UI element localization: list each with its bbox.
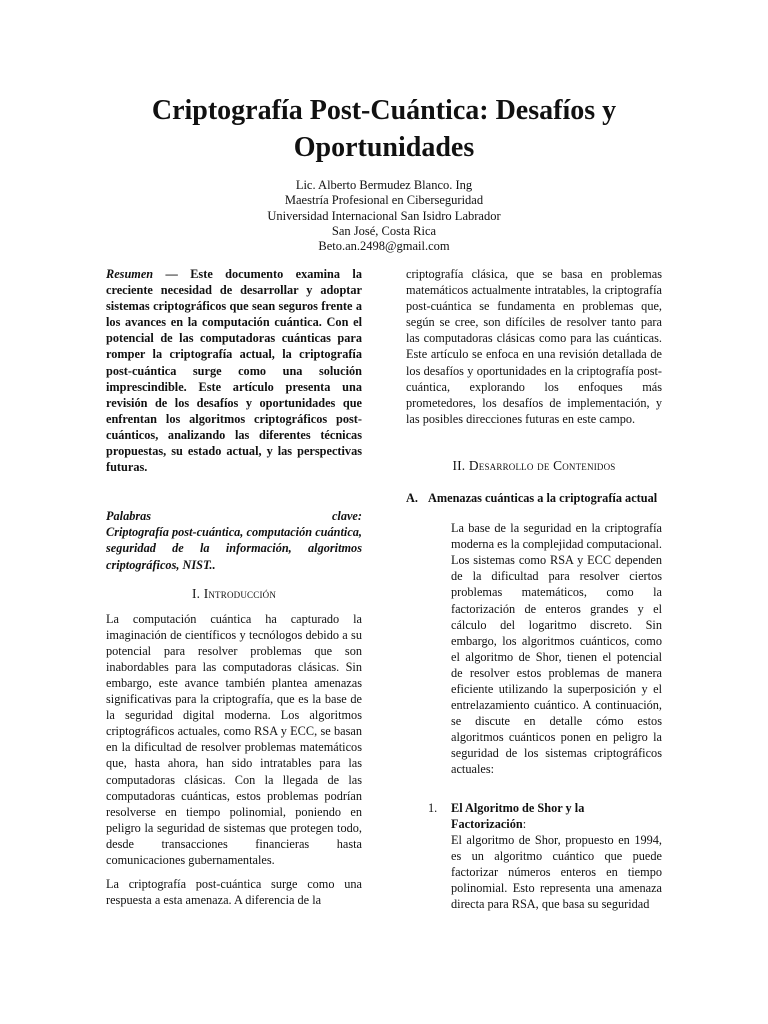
abstract-text: Este documento examina la creciente necesidad de desarrollar y adoptar sistemas criptográficos que sean seguros frente a los avances en la computación cuántica. Con el potencial de las computadoras cuánticas para romper la criptografía actual, la criptografía post-cuántica surge como una solución imprescindible. Este artículo presenta una revisión de los desafíos y oportunidades que enfrentan los algoritmos criptográficos post-cuánticos, analizando las diferentes técnicas propuestas, su estado actual, y las perspectivas futuras.	[106, 267, 362, 475]
keywords-label	[106, 508, 362, 524]
item-1-colon: :	[522, 816, 527, 831]
intro-paragraph-2: La criptografía post-cuántica surge como una respuesta a esta amenaza. A diferencia de la	[106, 877, 362, 908]
intro-heading: I. Introducción	[191, 585, 277, 601]
subsection-a-title: Amenazas cuánticas a la criptografía actual	[428, 490, 658, 505]
item-1-text: El algoritmo de Shor, propuesto en 1994, es un algoritmo cuántico que puede factorizar números enteros en tiempo polinomial. Esto representa una amenaza directa para RSA, que basa su seguridad	[451, 832, 662, 912]
subsection-a-heading	[406, 490, 662, 506]
paper-title	[60, 92, 708, 166]
author-name: Lic. Alberto Bermudez Blanco. Ing	[295, 178, 473, 192]
keywords-text: Criptografía post-cuántica, computación cuántica, seguridad de la información, algoritmos criptográficos, NIST..	[106, 525, 362, 572]
subsection-a-text: La base de la seguridad en la criptografía moderna es la complejidad computacional. Los sistemas como RSA y ECC dependen de la dificultad para resolver ciertos problemas matemáticos, como la factorización de enteros grandes y el cálculo del logaritmo discreto. Sin embargo, los algoritmos cuánticos, como el algoritmo de Shor, tienen el potencial de resolver estos problemas de manera eficiente utilizando la superposición y el entrelazamiento cuántico. A continuación, se discute en detalle cómo estos algoritmos cuánticos ponen en peligro la seguridad de los sistemas criptográficos actuales:	[451, 521, 662, 777]
abstract	[106, 266, 362, 475]
title-line-2: Oportunidades	[293, 132, 475, 163]
author-location: San José, Costa Rica	[331, 223, 437, 238]
intro-paragraph-2-continued: criptografía clásica, que se basa en problemas matemáticos actualmente intratables, la criptografía post-cuántica se fundamenta en problemas que, según se cree, son difíciles de resolver tanto para las computadoras clásicas como para las cuánticas. Este artículo se enfoca en una revisión detallada de los desafíos y oportunidades en la criptografía post-cuántica, explorando los enfoques más prometedores, los desafíos de implementación, y las posibles direcciones futuras en este campo.	[406, 267, 662, 426]
author-block	[130, 178, 638, 254]
item-1	[406, 800, 662, 913]
subsection-a-label: A.	[406, 490, 418, 505]
intro-paragraph-1: La computación cuántica ha capturado la imaginación de científicos y tecnólogos debido a su potencial para resolver problemas que son inabordables para las computadoras clásicas. Sin embargo, este avance también plantea amenazas significativas para la criptografía, que es la base de la seguridad digital moderna. Los algoritmos criptográficos actuales, como RSA y ECC, se basan en la dificultad de resolver problemas matemáticos que, hasta ahora, han sido intratables para las computadoras clásicas. Con la llegada de las computadoras cuánticas, estos problemas podrían resolverse en tiempo polinomial, poniendo en peligro la seguridad de sistemas que protegen todo, desde transacciones financieras hasta comunicaciones gubernamentales.	[106, 611, 362, 867]
item-1-title: El Algoritmo de Shor y la Factorización	[451, 800, 585, 831]
section-2-heading: II. Desarrollo de Contenidos	[452, 457, 616, 473]
abstract-label: Resumen	[106, 267, 154, 281]
author-university: Universidad Internacional San Isidro Labrador	[267, 208, 501, 223]
abstract-dash: —	[153, 267, 191, 281]
author-program: Maestría Profesional en Ciberseguridad	[284, 193, 484, 208]
author-email: Beto.an.2498@gmail.com	[318, 239, 450, 254]
keywords-label-part1: Palabras	[106, 509, 152, 524]
left-column	[106, 266, 362, 908]
title-line-1: Criptografía Post-Cuántica: Desafíos y	[151, 95, 617, 126]
right-column	[406, 266, 662, 912]
item-1-label: 1.	[428, 800, 438, 815]
keywords-label-part2: clave:	[331, 509, 362, 524]
